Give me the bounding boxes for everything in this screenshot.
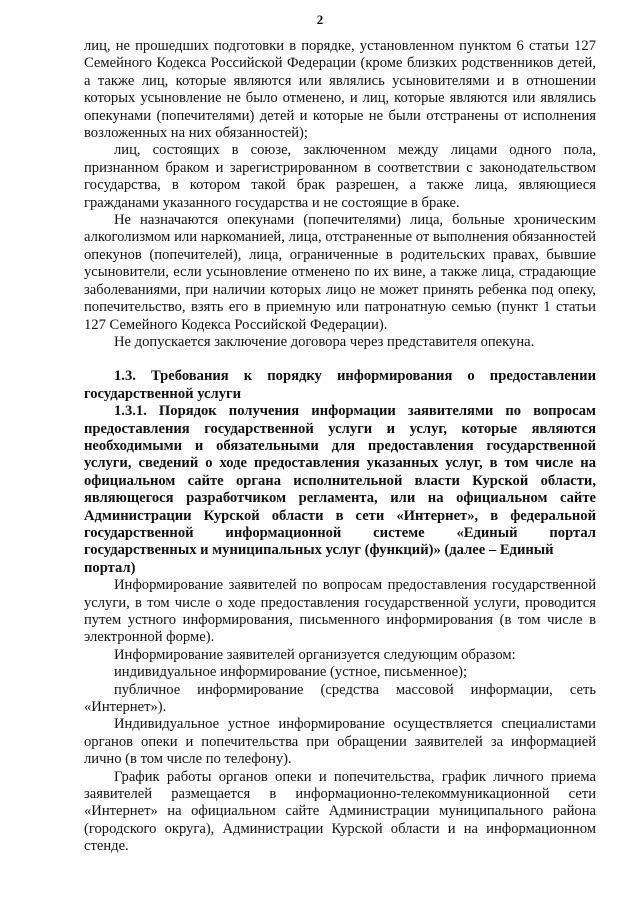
paragraph-not-appointed-guardians: Не назначаются опекунами (попечителями) лица, больные хроническим алкоголизмом или наркоманией, лица, отстраненные от выполнения обязанностей опекунов (попечителей), лица, ограниченные в родительских правах, бывшие усыновители, если усыновление отменено по их вине, а также лица, страдающие заболеваниями, при наличии которых лицо не может принять ребенка под опеку, попечительство, взять его в приемную или патронатную семью (пункт 1 статьи 127 Семейного Кодекса Российской Федерации). [84,212,596,333]
section-heading-1-3: 1.3. Требования к порядку информирования о предоставлении государственной услуги [84,368,596,402]
section-heading-1-3-1: 1.3.1. Порядок получения информации заявителями по вопросам предоставления государственной услуги и услуг, которые являются необходимыми и обязательными для предоставления государственной услуги, сведений о ходе предоставления указанных услуг, в том числе на официальном сайте органа исполнительной власти Курской области, являющегося разработчиком регламента, или на официальном сайте Администрации Курской области в сети «Интернет», в федеральной государственной информационной системе «Единый портал государственных и муниципальных услуг (функций)» (далее – Единый [84,403,596,559]
paragraph-representative-contract: Не допускается заключение договора через представителя опекуна. [114,333,535,350]
paragraph-public-informing: публичное информирование (средства массовой информации, сеть «Интернет»). [84,681,596,716]
paragraph-same-sex-union: лиц, состоящих в союзе, заключенном между лицами одного пола, признанном браком и зарегистрированном в соответствии с законодательством государства, в котором такой брак разрешен, а также лица, являющиеся гражданами указанного государства и не состоящие в браке. [84,142,596,211]
paragraph-informing-organized: Информирование заявителей организуется следующим образом: [114,646,516,663]
paragraph-oral-informing: Индивидуальное устное информирование осуществляется специалистами органов опеки и попечительства при обращении заявителей за информацией лично (в том числе по телефону). [84,716,596,768]
paragraph-informing-methods: Информирование заявителей по вопросам предоставления государственной услуги, в том числе о ходе предоставления государственной услуги, проводится путем устного информирования, письменного информирования (в том числе в электронной форме). [84,577,596,646]
paragraph-individual-informing: индивидуальное информирование (устное, письменное); [114,664,468,681]
document-body [84,38,596,856]
page-number: 2 [316,12,324,27]
paragraph-work-schedule: График работы органов опеки и попечительства, график личного приема заявителей размещается в информационно-телекоммуникационной сети «Интернет» на официальном сайте Администрации муниципального района (городского округа), Администрации Курской области и на информационном стенде. [84,768,596,855]
section-heading-1-3-1-tail: портал) [84,559,136,576]
paragraph-unprepared-persons: лиц, не прошедших подготовки в порядке, установленном пунктом 6 статьи 127 Семейного Кодекса Российской Федерации (кроме близких родственников детей, а также лиц, которые являются или являлись усыновителями и в отношении которых усыновление не было отменено, и лиц, которые являются или являлись опекунами (попечителями) детей и которые не были отстранены от исполнения возложенных на них обязанностей); [84,38,596,142]
